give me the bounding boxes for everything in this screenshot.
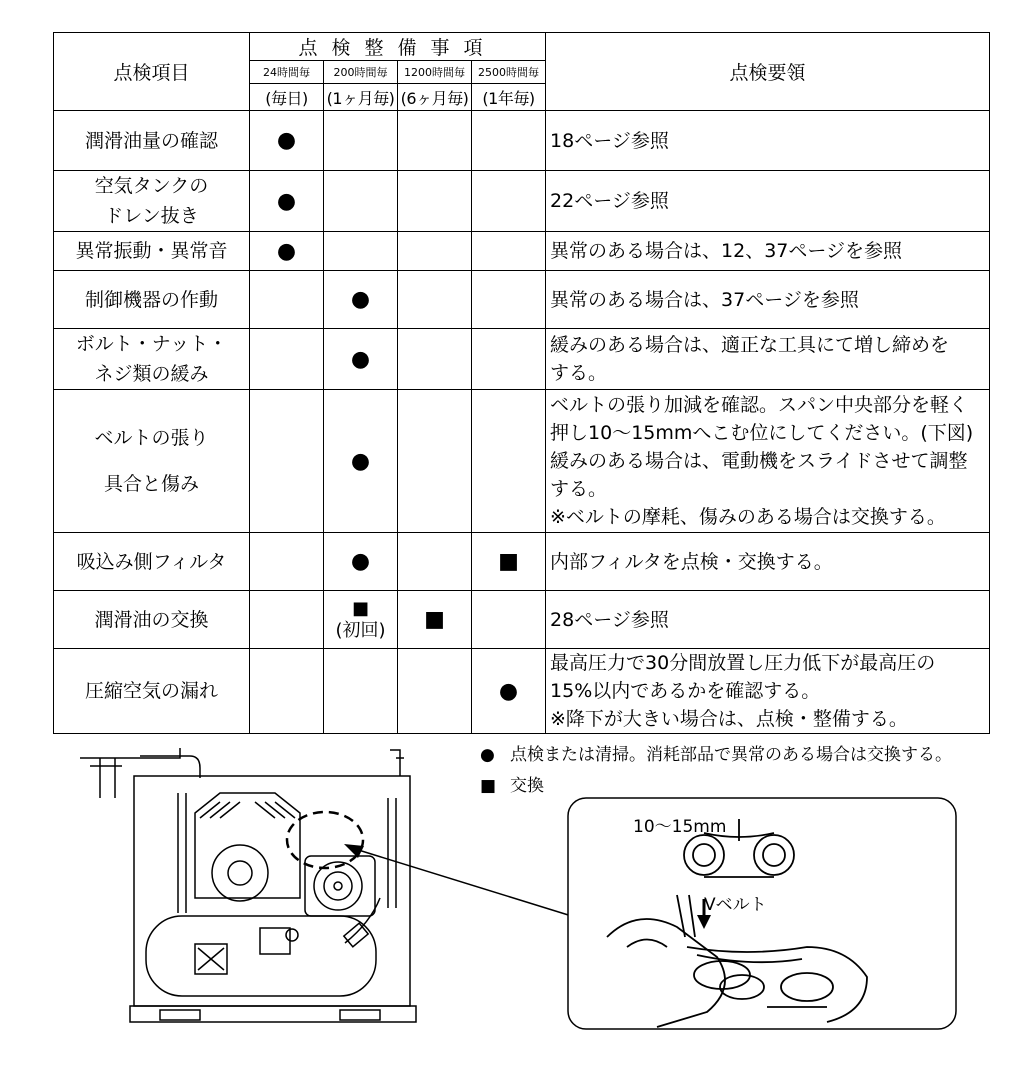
procedure: 内部フィルタを点検・交換する。 xyxy=(546,533,990,591)
circle-mark: ● xyxy=(276,128,297,153)
circle-mark: ● xyxy=(498,678,519,704)
table-row xyxy=(54,329,990,390)
circle-symbol: ● xyxy=(480,745,495,765)
first-time-note: (初回) xyxy=(335,619,386,641)
table-row xyxy=(54,649,990,734)
header-description: 点検要領 xyxy=(546,33,990,111)
mark-cell xyxy=(398,171,472,232)
mark-cell xyxy=(250,329,324,390)
square-mark: ■ xyxy=(498,549,519,574)
table-row xyxy=(54,591,990,649)
mark-cell xyxy=(472,649,546,734)
mark-cell xyxy=(398,591,472,649)
procedure: 22ページ参照 xyxy=(546,171,990,232)
square-mark: ■ xyxy=(351,597,369,619)
table-row xyxy=(54,111,990,171)
mark-cell xyxy=(398,232,472,271)
procedure: 異常のある場合は、12、37ページを参照 xyxy=(546,232,990,271)
interval-hours: 2500時間毎 xyxy=(472,61,546,84)
circle-mark: ● xyxy=(350,448,371,474)
mark-cell xyxy=(324,649,398,734)
mark-cell xyxy=(250,232,324,271)
mark-cell xyxy=(472,171,546,232)
procedure: 28ページ参照 xyxy=(546,591,990,649)
interval-period: (6ヶ月毎) xyxy=(398,84,472,111)
pointer-arrow xyxy=(340,840,580,920)
legend-square xyxy=(480,771,544,796)
header-item: 点検項目 xyxy=(54,33,250,111)
mark-cell xyxy=(250,591,324,649)
mark-cell xyxy=(398,329,472,390)
interval-period: (1年毎) xyxy=(472,84,546,111)
interval-hours: 24時間毎 xyxy=(250,61,324,84)
deflection-label: 10〜15mm xyxy=(633,817,727,837)
procedure: 最高圧力で30分間放置し圧力低下が最高圧の 15%以内であるかを確認する。 ※降下が大きい場合は、点検・整備する。 xyxy=(546,649,990,734)
check-item: ベルトの張り 具合と傷み xyxy=(54,390,250,533)
mark-cell xyxy=(250,271,324,329)
table-row xyxy=(54,232,990,271)
mark-cell xyxy=(472,591,546,649)
mark-cell xyxy=(324,329,398,390)
circle-mark: ● xyxy=(276,188,297,214)
check-item: ボルト・ナット・ ネジ類の緩み xyxy=(54,329,250,390)
mark-cell xyxy=(324,111,398,171)
circle-mark: ● xyxy=(350,549,371,574)
mark-cell xyxy=(472,232,546,271)
table-row xyxy=(54,533,990,591)
check-item: 潤滑油量の確認 xyxy=(54,111,250,171)
mark-cell xyxy=(398,533,472,591)
legend-circle xyxy=(480,740,952,765)
table-row xyxy=(54,390,990,533)
v-belt-label: Vベルト xyxy=(704,895,767,915)
check-item: 潤滑油の交換 xyxy=(54,591,250,649)
mark-cell xyxy=(472,271,546,329)
table-row xyxy=(54,271,990,329)
mark-cell xyxy=(398,111,472,171)
mark-cell xyxy=(472,533,546,591)
interval-period: (毎日) xyxy=(250,84,324,111)
circle-mark: ● xyxy=(350,346,371,372)
mark-cell xyxy=(324,591,398,649)
mark-cell xyxy=(324,271,398,329)
mark-cell xyxy=(472,390,546,533)
belt-detail-drawing xyxy=(567,797,959,1033)
interval-hours: 200時間毎 xyxy=(324,61,398,84)
mark-cell xyxy=(250,533,324,591)
circle-mark: ● xyxy=(350,287,371,312)
header-group: 点検整備事項 xyxy=(250,33,546,61)
interval-period: (1ヶ月毎) xyxy=(324,84,398,111)
mark-cell xyxy=(324,232,398,271)
mark-cell xyxy=(324,390,398,533)
mark-cell xyxy=(250,649,324,734)
legend-square-text: 交換 xyxy=(510,776,544,796)
mark-cell xyxy=(472,329,546,390)
check-item: 異常振動・異常音 xyxy=(54,232,250,271)
mark-cell xyxy=(250,171,324,232)
mark-cell xyxy=(324,533,398,591)
procedure: 緩みのある場合は、適正な工具にて増し締めを する。 xyxy=(546,329,990,390)
check-item: 制御機器の作動 xyxy=(54,271,250,329)
circle-mark: ● xyxy=(276,238,297,264)
legend-circle-text: 点検または清掃。消耗部品で異常のある場合は交換する。 xyxy=(510,745,952,765)
check-item: 空気タンクの ドレン抜き xyxy=(54,171,250,232)
square-mark: ■ xyxy=(424,607,445,632)
mark-cell xyxy=(398,649,472,734)
square-symbol: ■ xyxy=(480,776,497,796)
check-item: 圧縮空気の漏れ xyxy=(54,649,250,734)
procedure: ベルトの張り加減を確認。スパン中央部分を軽く 押し10〜15mmへこむ位にしてください。(下図) 緩みのある場合は、電動機をスライドさせて調整 する。 ※ベルトの摩耗、傷みのある場合は交換する。 xyxy=(546,390,990,533)
mark-cell xyxy=(398,271,472,329)
mark-cell xyxy=(250,111,324,171)
mark-cell xyxy=(324,171,398,232)
maintenance-table xyxy=(53,32,990,734)
mark-cell xyxy=(398,390,472,533)
procedure: 18ページ参照 xyxy=(546,111,990,171)
check-item: 吸込み側フィルタ xyxy=(54,533,250,591)
mark-cell xyxy=(250,390,324,533)
procedure: 異常のある場合は、37ページを参照 xyxy=(546,271,990,329)
mark-cell xyxy=(472,111,546,171)
table-row xyxy=(54,171,990,232)
interval-hours: 1200時間毎 xyxy=(398,61,472,84)
